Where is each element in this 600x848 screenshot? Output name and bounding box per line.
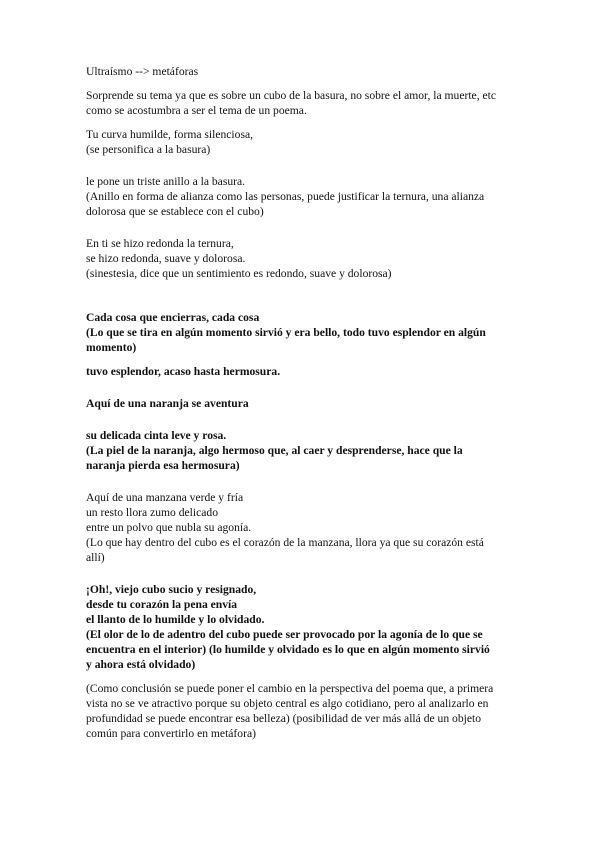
verse-block-1: Tu curva humilde, forma silenciosa, (se personifica a la basura) bbox=[86, 128, 254, 156]
verse-block-2: le pone un triste anillo a la basura. (Anillo en forma de alianza como las personas, puede justificar la ternura, una alianza dolorosa que se establece con el cubo) bbox=[86, 175, 485, 218]
verse-block-5: tuvo esplendor, acaso hasta hermosura. bbox=[86, 365, 281, 378]
document-title: Ultraísmo --> metáforas bbox=[86, 65, 199, 78]
intro-paragraph: Sorprende su tema ya que es sobre un cubo de la basura, no sobre el amor, la muerte, etc como se acostumbra a ser el tema de un poema. bbox=[86, 89, 497, 117]
verse-block-8: Aquí de una manzana verde y fría un resto llora zumo delicado entre un polvo que nubla su agonía. (Lo que hay dentro del cubo es el corazón de la manzana, llora ya que su corazón está allí) bbox=[86, 491, 484, 564]
verse-block-6: Aquí de una naranja se aventura bbox=[86, 397, 249, 410]
conclusion-paragraph: (Como conclusión se puede poner el cambio en la perspectiva del poema que, a primera vista no se ve atractivo porque su objeto central es algo cotidiano, pero al analizarlo en profundidad se puede encontrar esa belleza) (posibilidad de ver más allá de un objeto común para convertirlo en metáfora) bbox=[86, 682, 494, 740]
verse-block-7: su delicada cinta leve y rosa. (La piel de la naranja, algo hermoso que, al caer y desprenderse, hace que la naranja pierda esa hermosura) bbox=[86, 429, 463, 472]
verse-block-4: Cada cosa que encierras, cada cosa (Lo que se tira en algún momento sirvió y era bello, todo tuvo esplendor en algún momento) bbox=[86, 311, 486, 354]
document-page bbox=[86, 64, 516, 741]
verse-block-9: ¡Oh!, viejo cubo sucio y resignado, desde tu corazón la pena envía el llanto de lo humilde y lo olvidado. (El olor de lo de adentro del cubo puede ser provocado por la agonía de lo que se encuentra en el interior) (lo humilde y olvidado es lo que en algún momento sirvió y ahora está olvidado) bbox=[86, 583, 490, 671]
verse-block-3: En ti se hizo redonda la ternura, se hizo redonda, suave y dolorosa. (sinestesia, dice que un sentimiento es redondo, suave y dolorosa) bbox=[86, 237, 392, 280]
